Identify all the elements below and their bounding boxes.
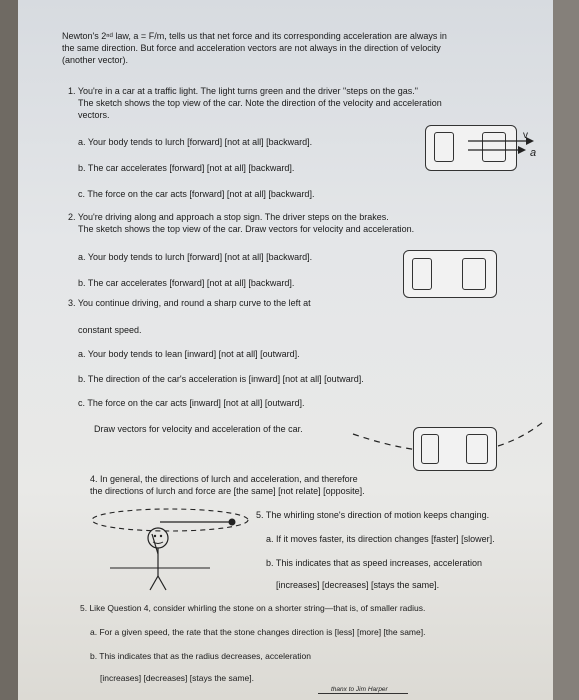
background-edge — [553, 0, 579, 700]
q2-line-2: The sketch shows the top view of the car. Draw vectors for velocity and acceleration. — [78, 224, 415, 234]
intro-line-2: the same direction. But force and acceleration vectors are not always in the direction of velocity — [62, 43, 441, 53]
q1-option-c[interactable]: c. The force on the car acts [forward] [not at all] [backward]. — [78, 189, 315, 199]
q3-option-a[interactable]: a. Your body tends to lean [inward] [not at all] [outward]. — [78, 349, 300, 359]
q4-line-2[interactable]: the directions of lurch and force are [the same] [not relate] [opposite]. — [90, 486, 365, 496]
q5-option-b: b. This indicates that as speed increases, acceleration — [266, 558, 482, 568]
q1-option-a[interactable]: a. Your body tends to lurch [forward] [not at all] [backward]. — [78, 137, 313, 147]
q1-label-v: v — [523, 130, 528, 141]
intro-line-1: Newton's 2ⁿᵈ law, a = F/m, tells us that net force and its corresponding acceleration are always in — [62, 31, 447, 41]
q6-line-1: 5. Like Question 4, consider whirling the stone on a shorter string—that is, of smaller radius. — [80, 603, 426, 613]
footer-credit: thanx to Jim Harper — [331, 686, 388, 693]
q1-option-b[interactable]: b. The car accelerates [forward] [not at all] [backward]. — [78, 163, 295, 173]
q5-option-b-choices[interactable]: [increases] [decreases] [stays the same]. — [276, 580, 440, 590]
q4-line-1: 4. In general, the directions of lurch and acceleration, and therefore — [90, 474, 358, 484]
q6-option-a[interactable]: a. For a given speed, the rate that the stone changes direction is [less] [more] [the same]. — [90, 627, 426, 637]
q1-line-2: The sketch shows the top view of the car. Note the direction of the velocity and acceleration — [78, 98, 442, 108]
q3-draw-instruction: Draw vectors for velocity and acceleration of the car. — [94, 424, 303, 434]
q2-line-1: 2. You're driving along and approach a stop sign. The driver steps on the brakes. — [68, 212, 389, 222]
worksheet-page — [18, 0, 553, 700]
q2-car-sketch[interactable] — [403, 250, 497, 298]
q2-option-b[interactable]: b. The car accelerates [forward] [not at all] [backward]. — [78, 278, 295, 288]
q5-option-a[interactable]: a. If it moves faster, its direction changes [faster] [slower]. — [266, 534, 495, 544]
q3-option-b[interactable]: b. The direction of the car's acceleration is [inward] [not at all] [outward]. — [78, 374, 364, 384]
q3-car-sketch[interactable] — [413, 427, 497, 471]
q6-option-b: b. This indicates that as the radius decreases, acceleration — [90, 651, 311, 661]
q3-line-1: 3. You continue driving, and round a sharp curve to the left at — [68, 298, 311, 308]
footer-rule — [318, 693, 408, 694]
q3-option-c[interactable]: c. The force on the car acts [inward] [not at all] [outward]. — [78, 398, 305, 408]
q3-line-2: constant speed. — [78, 325, 142, 335]
whirling-stone-sketch — [80, 498, 260, 593]
intro-line-3: (another vector). — [62, 55, 129, 65]
q6-option-b-choices[interactable]: [increases] [decreases] [stays the same]. — [100, 673, 255, 683]
q1-line-3: vectors. — [78, 110, 110, 120]
q2-option-a[interactable]: a. Your body tends to lurch [forward] [not at all] [backward]. — [78, 252, 313, 262]
q1-line-1: 1. You're in a car at a traffic light. The light turns green and the driver "steps on the gas." — [68, 86, 418, 96]
q1-label-a: a — [530, 147, 537, 159]
q5-line-1: 5. The whirling stone's direction of motion keeps changing. — [256, 510, 490, 520]
